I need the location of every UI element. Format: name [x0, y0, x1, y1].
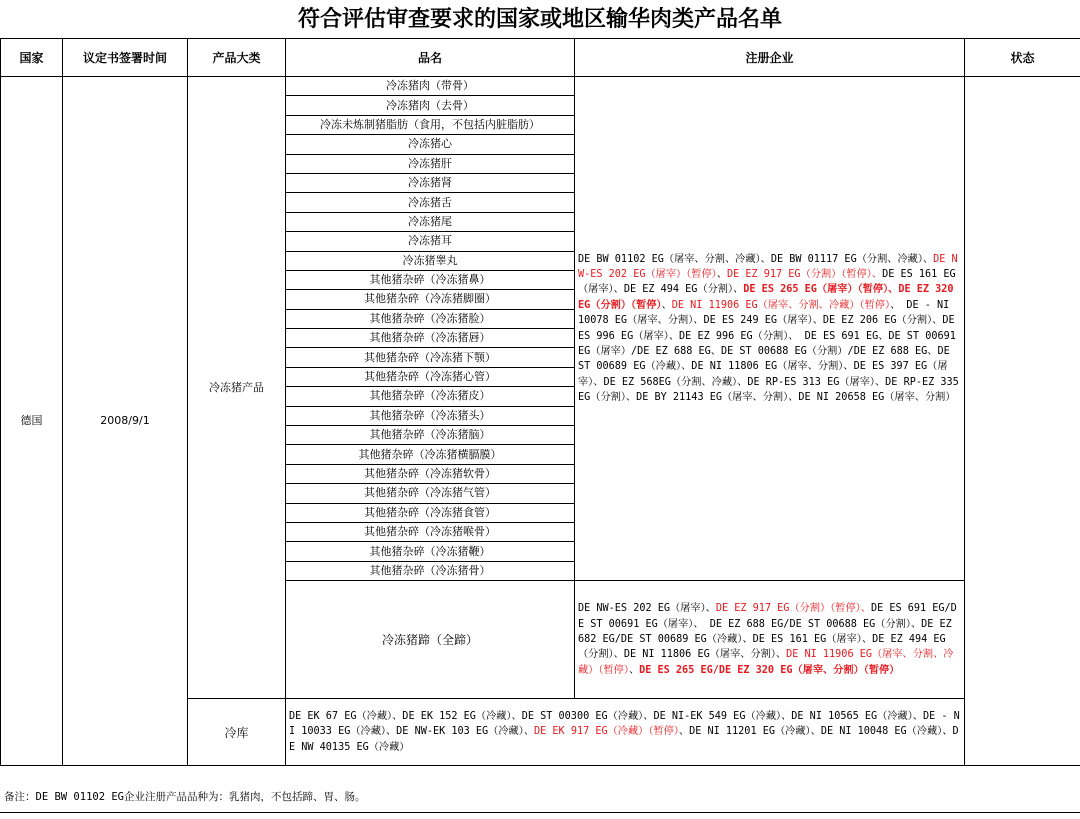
product-name-cell: 其他猪杂碎（冷冻猪气管） [286, 484, 575, 503]
suspended-firm-text: DE ES 265 EG（屠宰）（暂停）、DE EZ 320 EG（分割）（暂停） [578, 284, 954, 311]
product-name-cell: 冷冻猪睾丸 [286, 251, 575, 270]
product-name-cell: 其他猪杂碎（冷冻猪软骨） [286, 464, 575, 483]
product-name-cell: 其他猪杂碎（冷冻猪横膈膜） [286, 445, 575, 464]
suspended-firm-text: DE EZ 917 EG（分割）（暂停）、 [715, 603, 871, 615]
product-name-cell: 冷冻猪舌 [286, 193, 575, 212]
category-cold-cell: 冷库 [188, 699, 286, 766]
product-name-cell: 其他猪杂碎（冷冻猪鞭） [286, 542, 575, 561]
registered-firms-cell [575, 581, 965, 699]
product-name-cell: 冷冻未炼制猪脂肪（食用，不包括内脏脂肪） [286, 115, 575, 134]
header-status: 状态 [965, 39, 1080, 77]
sign-date-cell: 2008/9/1 [63, 77, 188, 766]
table-row [1, 77, 1080, 96]
firm-text: 、 DE - NI 10078 EG（屠宰、分割）、DE ES 249 EG（屠宰）、DE EZ 206 EG（分割）、DE ES 996 EG（屠宰）、DE EZ 996 EG（分割）、 DE ES 691 EG、DE ST 00691 EG（屠宰）/DE EZ 688 EG、DE ST 00688 EG（分割）/DE EZ 688 EG、DE ST 00689 EG（冷藏）、DE NI 11806 EG（屠宰、分割）、DE ES 397 EG（屠宰）、DE EZ 568EG（分割、冷藏）、DE RP-ES 313 EG（屠宰）、DE RP-EZ 335 EG（分割）、DE BY 21143 EG（屠宰、分割）、DE NI 20658 EG（屠宰、分割） [578, 299, 959, 404]
product-list-table [0, 38, 1080, 766]
suspended-firm-text: DE NI 11906 EG（屠宰、分割、冷藏）（暂停） [671, 299, 891, 311]
product-name-cell: 其他猪杂碎（冷冻猪头） [286, 406, 575, 425]
product-name-cell: 其他猪杂碎（冷冻猪脸） [286, 309, 575, 328]
suspended-firm-text: DE EK 917 EG（冷藏）（暂停） [534, 726, 679, 738]
status-cell [965, 77, 1080, 766]
firm-text: DE NW-ES 202 EG（屠宰）、 [578, 603, 716, 615]
product-name-cell: 冷冻猪蹄（全蹄） [286, 581, 575, 699]
product-name-cell: 其他猪杂碎（冷冻猪皮） [286, 387, 575, 406]
product-name-cell: 其他猪杂碎（冷冻猪脚圈） [286, 290, 575, 309]
firm-text: 、 [661, 299, 672, 311]
firm-text: DE ES 161 EG（屠宰）、DE EZ 494 EG（分割）、 [578, 268, 956, 296]
product-name-cell: 冷冻猪肉（去骨） [286, 96, 575, 115]
header-sign-date: 议定书签署时间 [63, 39, 188, 77]
firm-text: 、DE NI 11201 EG（冷藏）、DE NI 10048 EG（冷藏）、DE NW 40135 EG（冷藏） [289, 726, 959, 753]
firm-text: 、 [716, 268, 727, 280]
product-name-cell: 其他猪杂碎（冷冻猪脑） [286, 426, 575, 445]
firm-text: DE ES 691 EG/DE ST 00691 EG（屠宰）、 DE EZ 688 EG/DE ST 00688 EG（分割）、DE EZ 682 EG/DE ST 00689 EG（冷藏）、DE ES 161 EG（屠宰）、DE EZ 494 EG（分割）、DE NI 11806 EG（屠宰、分割）、 [578, 603, 957, 661]
firm-text: DE BW 01102 EG（屠宰、分割、冷藏）、DE BW 01117 EG（分割、冷藏）、 [578, 253, 934, 265]
bottom-rule [0, 812, 1080, 813]
firm-text: 、 [628, 664, 640, 676]
product-name-cell: 冷冻猪耳 [286, 232, 575, 251]
header-product: 品名 [286, 39, 575, 77]
suspended-firm-text: DE ES 265 EG/DE EZ 320 EG（屠宰、分割）（暂停） [639, 664, 900, 676]
suspended-firm-text: DE EZ 917 EG（分割）（暂停）、 [726, 268, 883, 280]
product-name-cell: 其他猪杂碎（冷冻猪心管） [286, 367, 575, 386]
product-name-cell: 冷冻猪肝 [286, 154, 575, 173]
header-country: 国家 [1, 39, 63, 77]
category-pork-cell: 冷冻猪产品 [188, 77, 286, 699]
header-firms: 注册企业 [575, 39, 965, 77]
product-name-cell: 冷冻猪肉（带骨） [286, 77, 575, 96]
page-title: 符合评估审查要求的国家或地区输华肉类产品名单 [297, 6, 782, 32]
registered-firms-cell [575, 77, 965, 581]
firm-text: DE EK 67 EG（冷藏）、DE EK 152 EG（冷藏）、DE ST 00300 EG（冷藏）、DE NI-EK 549 EG（冷藏）、DE NI 10565 EG（冷藏）、DE - NI 10033 EG（冷藏）、DE NW-EK 103 EG（冷藏）、 [289, 711, 960, 738]
suspended-firm-text: DE NI 11906 EG（屠宰、分割、冷藏）（暂停） [578, 649, 954, 676]
product-name-cell: 其他猪杂碎（冷冻猪骨） [286, 561, 575, 580]
header-category: 产品大类 [188, 39, 286, 77]
header-row [1, 39, 1080, 77]
product-name-cell: 冷冻猪肾 [286, 173, 575, 192]
cold-storage-firms-cell [286, 699, 965, 766]
footnote: 备注：DE BW 01102 EG企业注册产品品种为：乳猪肉，不包括蹄、胃、肠。 [4, 791, 366, 803]
country-cell: 德国 [1, 77, 63, 766]
product-name-cell: 冷冻猪心 [286, 135, 575, 154]
table-body [1, 77, 1080, 766]
product-name-cell: 其他猪杂碎（冷冻猪鼻） [286, 270, 575, 289]
product-name-cell: 其他猪杂碎（冷冻猪食管） [286, 503, 575, 522]
product-name-cell: 其他猪杂碎（冷冻猪喉骨） [286, 522, 575, 541]
product-name-cell: 其他猪杂碎（冷冻猪下颚） [286, 348, 575, 367]
product-name-cell: 其他猪杂碎（冷冻猪唇） [286, 329, 575, 348]
product-name-cell: 冷冻猪尾 [286, 212, 575, 231]
suspended-firm-text: DE NW-ES 202 EG（屠宰）（暂停） [578, 253, 958, 280]
